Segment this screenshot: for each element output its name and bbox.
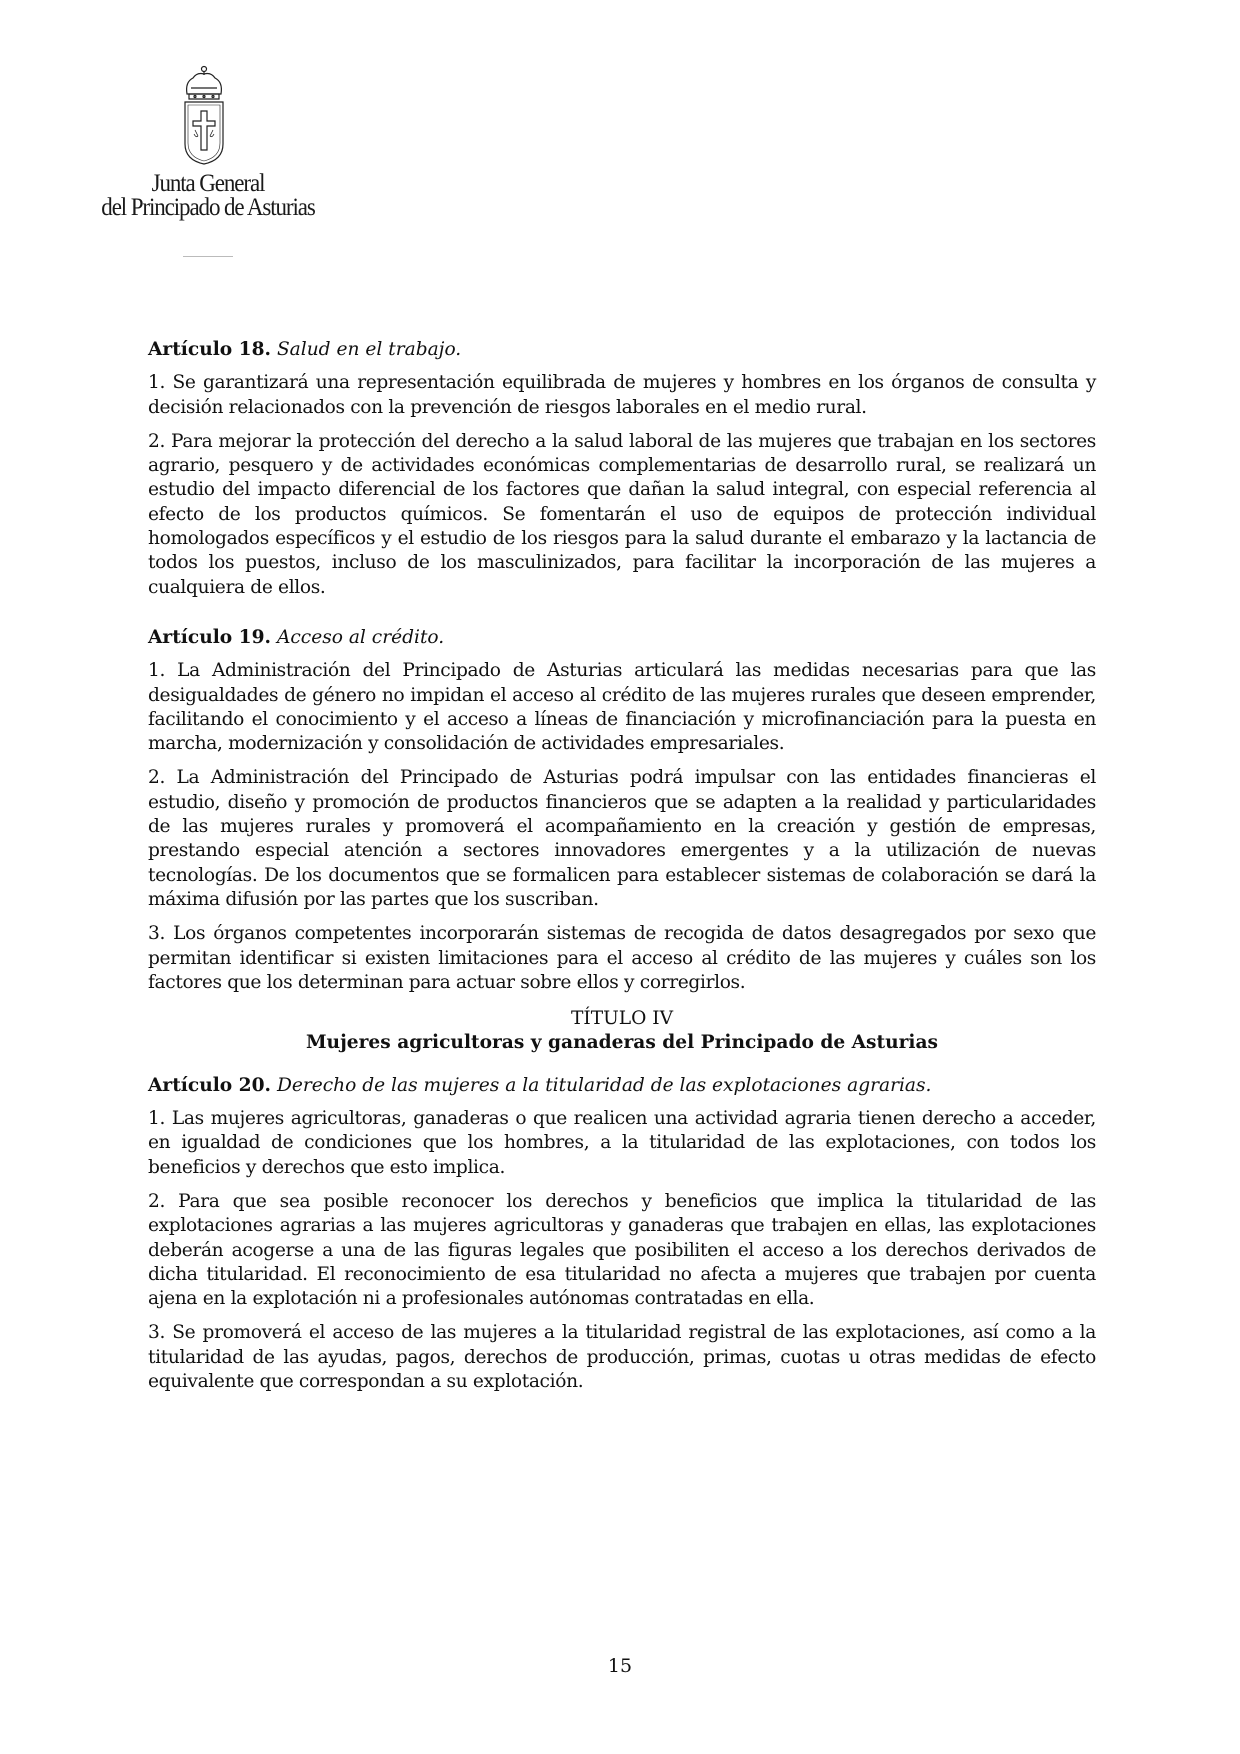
organization-line-1: Junta General xyxy=(151,170,265,197)
title-label: TÍTULO IV xyxy=(570,1008,674,1030)
page-number: 15 xyxy=(607,1655,633,1677)
paragraph: 3. Se promoverá el acceso de las mujeres a la titularidad registral de las explotaciones, así como a la titularidad de las ayudas, pagos, derechos de producción, primas, cuotas u otras medidas de efecto equivalente que correspondan a su explotación. xyxy=(148,1322,1096,1392)
header-divider xyxy=(183,256,233,257)
article-number: Artículo 18. xyxy=(148,339,272,360)
article-18-heading xyxy=(148,338,1096,362)
letterhead xyxy=(80,60,340,270)
paragraph: 3. Los órganos competentes incorporarán sistemas de recogida de datos desagregados por sexo que permitan identificar si existen limitaciones para el acceso al crédito de las mujeres y cuáles son los factores que los determinan para actuar sobre ellos y corregirlos. xyxy=(148,923,1096,993)
paragraph: 1. Las mujeres agricultoras, ganaderas o que realicen una actividad agraria tienen derecho a acceder, en igualdad de condiciones que los hombres, a la titularidad de las explotaciones, con todos los beneficios y derechos que esto implica. xyxy=(148,1108,1096,1178)
paragraph: 2. Para mejorar la protección del derecho a la salud laboral de las mujeres que trabajan en los sectores agrario, pesquero y de actividades económicas complementarias de desarrollo rural, se realizará un estudio del impacto diferencial de los factores que dañan la salud integral, con especial referencia al efecto de los productos químicos. Se fomentarán el uso de equipos de protección individual homologados específicos y el estudio de los riesgos para la salud durante el embarazo y la lactancia de todos los puestos, incluso de los masculinizados, para facilitar la incorporación de las mujeres a cualquiera de ellos. xyxy=(148,430,1096,598)
paragraph: 1. Se garantizará una representación equilibrada de mujeres y hombres en los órganos de consulta y decisión relacionados con la prevención de riesgos laborales en el medio rural. xyxy=(148,372,1096,418)
article-number: Artículo 20. xyxy=(148,1074,272,1096)
document-body xyxy=(148,338,1096,1404)
paragraph: 1. La Administración del Principado de Asturias articulará las medidas necesarias para que las desigualdades de género no impidan el acceso al crédito de las mujeres rurales que deseen emprender, facilitando el conocimiento y el acceso a líneas de financiación y microfinanciación para la puesta en marcha, modernización y consolidación de actividades empresariales. xyxy=(148,660,1096,755)
title-name: Mujeres agricultoras y ganaderas del Principado de Asturias xyxy=(305,1032,939,1054)
article-20-heading xyxy=(148,1074,1096,1098)
organization-name xyxy=(98,172,319,220)
article-title: Acceso al crédito. xyxy=(276,626,445,648)
title-section xyxy=(148,1007,1096,1056)
coat-of-arms-icon xyxy=(179,64,229,166)
paragraph: 2. La Administración del Principado de Asturias podrá impulsar con las entidades financieras el estudio, diseño y promoción de productos financieros que se adapten a la realidad y particularidades de las mujeres rurales y promoverá el acompañamiento en la creación y gestión de empresas, prestando especial atención a sectores innovadores emergentes y a la utilización de nuevas tecnologías. De los documentos que se formalicen para establecer sistemas de colaboración se dará la máxima difusión por las partes que los suscriban. xyxy=(148,767,1096,910)
article-19-heading xyxy=(148,626,1096,650)
article-title: Derecho de las mujeres a la titularidad de las explotaciones agrarias. xyxy=(276,1074,932,1096)
paragraph: 2. Para que sea posible reconocer los derechos y beneficios que implica la titularidad de las explotaciones agrarias a las mujeres agricultoras y ganaderas que trabajen en ellas, las explotaciones deberán acogerse a una de las figuras legales que posibiliten el acceso a los derechos derivados de dicha titularidad. El reconocimiento de esa titularidad no afecta a mujeres que trabajen por cuenta ajena en la explotación ni a profesionales autónomas contratadas en ella. xyxy=(148,1190,1096,1310)
organization-line-2: del Principado de Asturias xyxy=(101,194,315,221)
article-number: Artículo 19. xyxy=(148,626,272,648)
article-title: Salud en el trabajo. xyxy=(276,339,462,360)
